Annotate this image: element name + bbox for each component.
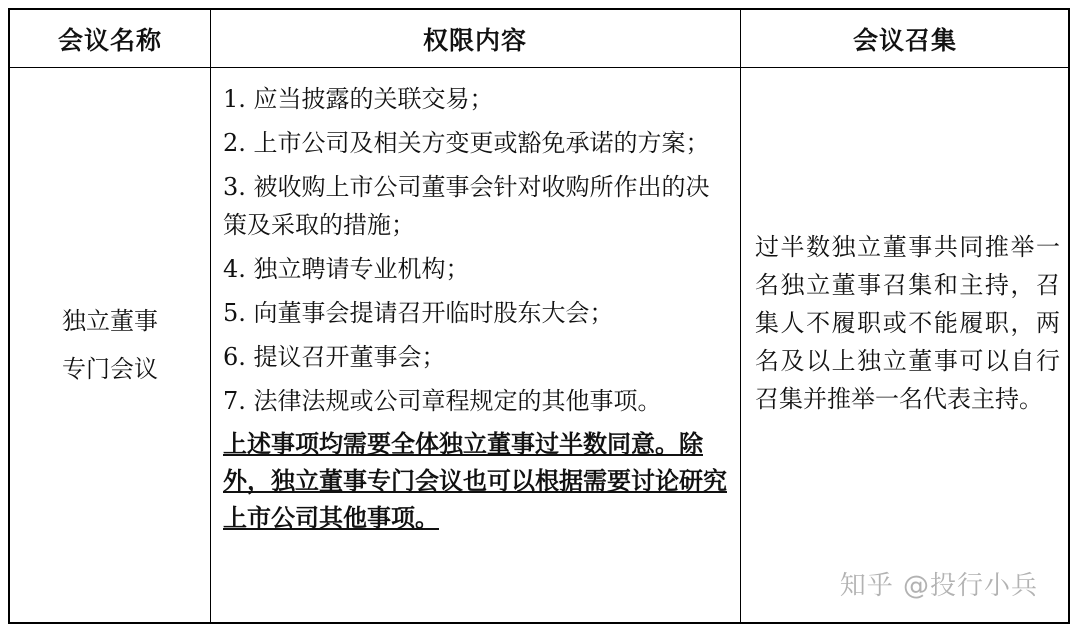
meeting-name-cell xyxy=(10,68,210,622)
table-header-row xyxy=(10,10,1068,68)
header-powers: 权限内容 xyxy=(422,26,527,55)
powers-item: 3. 被收购上市公司董事会针对收购所作出的决策及采取的措施； xyxy=(223,173,710,239)
powers-item: 2. 上市公司及相关方变更或豁免承诺的方案； xyxy=(223,129,710,157)
header-meeting-name: 会议名称 xyxy=(57,26,162,55)
powers-table xyxy=(8,8,1070,624)
convene-cell: 过半数独立董事共同推举一名独立董事召集和主持，召集人不履职或不能履职，两名及以上独立董事可以自行召集并推举一名代表主持。 xyxy=(755,233,1060,413)
powers-item: 6. 提议召开董事会； xyxy=(223,343,446,371)
powers-item: 1. 应当披露的关联交易； xyxy=(223,85,494,113)
table-row xyxy=(10,68,1068,622)
powers-note: 上述事项均需要全体独立董事过半数同意。除外，独立董事专门会议也可以根据需要讨论研究上市公司其他事项。 xyxy=(223,430,727,532)
powers-item: 7. 法律法规或公司章程规定的其他事项。 xyxy=(223,387,662,415)
powers-cell xyxy=(223,80,733,537)
powers-item: 5. 向董事会提请召开临时股东大会； xyxy=(223,299,614,327)
meeting-name-line: 独立董事 xyxy=(62,307,158,335)
powers-item: 4. 独立聘请专业机构； xyxy=(223,255,470,283)
header-convene: 会议召集 xyxy=(852,26,957,55)
watermark: 知乎 @投行小兵 xyxy=(839,571,1038,601)
meeting-name-line: 专门会议 xyxy=(62,355,158,383)
